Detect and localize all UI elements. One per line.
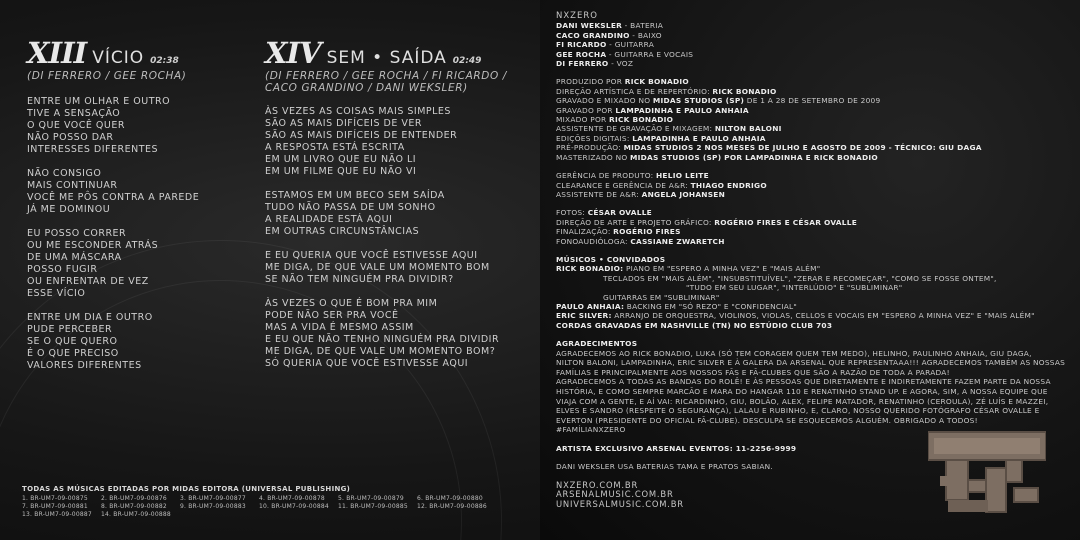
credit-line [556, 87, 1056, 96]
lyric-line: JÁ ME DOMINOU [27, 204, 111, 215]
lyric-line: ENTRE UM DIA E OUTRO [27, 312, 153, 323]
band-member [556, 59, 1056, 68]
lyric-stanza [265, 106, 525, 178]
song-vicio [27, 36, 247, 384]
credit-value: MIDAS STUDIOS (SP) POR LAMPADINHA E RICK BONADIO [630, 152, 878, 162]
song-header [265, 36, 525, 70]
song-credits: (DI FERRERO / GEE ROCHA / FI RICARDO / [265, 70, 507, 82]
lyric-line: VOCÊ ME PÔS CONTRA A PAREDE [27, 192, 200, 203]
lyric-line: NÃO CONSIGO [27, 168, 102, 179]
lyric-line: NÃO POSSO DAR [27, 132, 114, 143]
credit-value: RICK BONADIO [712, 86, 777, 96]
song-title: SEM • SAÍDA [326, 48, 447, 68]
guest-role: "TUDO EM SEU LUGAR", "INTERLÚDIO" E "SUBLIMINAR" [686, 283, 903, 293]
band-member [556, 21, 1056, 30]
lyric-stanza [27, 168, 247, 216]
isrc-code: 9. BR-UM7-09-00883 [180, 503, 246, 510]
credit-label: PRODUZIDO POR [556, 77, 625, 87]
member-name: DANI WEKSLER [556, 21, 623, 31]
lyric-line: VALORES DIFERENTES [27, 360, 142, 371]
credit-label: DIREÇÃO DE ARTE E PROJETO GRÁFICO: [556, 217, 715, 227]
thanks-line: VIAJA COM A GENTE, E AÍ VAI: RICARDINHO, GIU, BOLÃO, ALEX, FELIPE MATADOR, RENATINHO (CEROULA), ZÉ LUÍS E MAZZEI, [556, 396, 1049, 406]
credit-label: PRÉ-PRODUÇÃO: [556, 143, 624, 153]
guest-role: GUITARRAS EM "SUBLIMINAR" [603, 292, 720, 302]
lyric-line: ME DIGA, DE QUE VALE UM MOMENTO BOM? [265, 346, 496, 357]
song-duration: 02:49 [452, 56, 482, 66]
credit-label: ASSISTENTE DE A&R: [556, 189, 642, 199]
credit-label: EDIÇÕES DIGITAIS: [556, 133, 633, 143]
lyric-line: PODE NÃO SER PRA VOCÊ [265, 310, 399, 321]
member-name: GEE ROCHA [556, 49, 607, 59]
credit-line [556, 153, 1056, 162]
member-name: DI FERRERO [556, 59, 609, 69]
credit-label: ASSISTENTE DE GRAVAÇÃO E MIXAGEM: [556, 124, 715, 134]
credit-line [556, 143, 1056, 152]
credit-label: DIREÇÃO ARTÍSTICA E DE REPERTÓRIO: [556, 86, 713, 96]
member-role: - GUITARRA [606, 40, 655, 50]
guest-line [556, 321, 1056, 330]
lyric-stanza [27, 312, 247, 372]
credit-value: RICK BONADIO [609, 115, 674, 125]
band-member [556, 50, 1056, 59]
publishing-title: TODAS AS MÚSICAS EDITADAS POR MIDAS EDITORA (UNIVERSAL PUBLISHING) [22, 485, 351, 493]
art-credits [556, 208, 1056, 246]
credit-value: LAMPADINHA E PAULO ANHAIA [615, 105, 749, 115]
credit-value: ANGELA JOHANSEN [641, 189, 726, 199]
credit-label: GRAVADO E MIXADO NO [556, 96, 653, 106]
credit-line [556, 106, 1056, 115]
publishing-block [22, 485, 522, 519]
lyric-line: ME DIGA, DE QUE VALE UM MOMENTO BOM [265, 262, 490, 273]
lyric-line: INTERESSES DIFERENTES [27, 144, 159, 155]
credit-line [556, 171, 1056, 180]
credit-value: LAMPADINHA E PAULO ANHAIA [632, 133, 766, 143]
song-duration: 02:38 [150, 56, 179, 66]
thanks-line: EVERTON (PRESIDENTE DO OFICIAL FÃ-CLUBE). DESCULPA SE ESQUECEMOS ALGUÉM. OBRIGADO A TODOS! [556, 415, 978, 425]
lyric-line: É O QUE PRECISO [27, 348, 119, 359]
guest-line [556, 311, 1056, 320]
lyric-line: A REALIDADE ESTÁ AQUI [265, 214, 393, 225]
lyric-line: TIVE A SENSAÇÃO [27, 108, 121, 119]
credit-value: ROGÉRIO FIRES E CÉSAR OVALLE [714, 217, 857, 227]
credit-value: MIDAS STUDIOS (SP) [652, 96, 745, 106]
song-lyrics [27, 96, 247, 372]
member-name: FI RICARDO [556, 40, 607, 50]
lyric-line: TUDO NÃO PASSA DE UM SONHO [265, 202, 436, 213]
song-number: XIII [27, 36, 87, 70]
isrc-code: 10. BR-UM7-09-00884 [259, 503, 329, 510]
credit-line [556, 124, 1056, 133]
isrc-code: 3. BR-UM7-09-00877 [180, 495, 246, 502]
lyric-line: ÀS VEZES O QUE É BOM PRA MIM [265, 298, 438, 309]
isrc-code: 12. BR-UM7-09-00886 [417, 503, 487, 510]
ornate-key-icon [928, 418, 1046, 526]
isrc-code: 4. BR-UM7-09-00878 [259, 495, 325, 502]
isrc-code: 7. BR-UM7-09-00881 [22, 503, 88, 510]
guest-line [556, 264, 1056, 273]
management-credits [556, 171, 1056, 199]
song-lyrics [265, 106, 525, 370]
lyric-line: OU ENFRENTAR DE VEZ [27, 276, 149, 287]
band-member [556, 40, 1056, 49]
credit-value: HELIO LEITE [656, 171, 709, 181]
member-name: CACO GRANDINO [556, 30, 630, 40]
credit-value: CASSIANE ZWARETCH [630, 236, 725, 246]
endorsement: DANI WEKSLER USA BATERIAS TAMA E PRATOS SABIAN. [556, 462, 774, 472]
credit-label: GRAVADO POR [556, 105, 616, 115]
website-link[interactable]: ARSENALMUSIC.COM.BR [556, 489, 674, 500]
song-number: XIV [265, 36, 321, 70]
lyric-line: EM OUTRAS CIRCUNSTÂNCIAS [265, 226, 420, 237]
guest-musicians [556, 255, 1056, 330]
lyric-line: A RESPOSTA ESTÁ ESCRITA [265, 142, 405, 153]
guest-role: ARRANJO DE ORQUESTRA, VIOLINOS, VIOLAS, CELLOS E VOCAIS EM "ESPERO A MINHA VEZ" E "MAIS ALÉM" [611, 311, 1035, 321]
thanks-line: ELVES E SANDRO (RESPEITE O SEGURANÇA), LALAU E RUBINHO, E, CLARO, NOSSO QUERIDO FOTÓGRAFO CÉSAR OVALLE E [556, 406, 1040, 416]
credit-value: RICK BONADIO [624, 77, 689, 87]
lyric-line: E EU QUERIA QUE VOCÊ ESTIVESSE AQUI [265, 250, 478, 261]
events-contact: ARTISTA EXCLUSIVO ARSENAL EVENTOS: 11-2256-9999 [556, 443, 797, 453]
credit-label: FOTOS: [556, 208, 588, 218]
lyric-line: POSSO FUGIR [27, 264, 98, 275]
credit-line [556, 115, 1056, 124]
song-title: VÍCIO [92, 48, 145, 68]
website-link[interactable]: NXZERO.COM.BR [556, 479, 639, 490]
credit-label: MASTERIZADO NO [556, 152, 631, 162]
credit-line [556, 218, 1056, 227]
credit-value: CÉSAR OVALLE [587, 208, 652, 218]
lyric-line: O QUE VOCÊ QUER [27, 120, 125, 131]
isrc-code: 13. BR-UM7-09-00887 [22, 511, 92, 518]
thanks-line: AGRADECEMOS A TODAS AS BANDAS DO ROLÊ! E ÀS PESSOAS QUE DIRETAMENTE E INDIRETAMENTE FAZEM PARTE DA NOSSA [556, 377, 1051, 387]
band-members [556, 21, 1056, 68]
website-link[interactable]: UNIVERSALMUSIC.COM.BR [556, 498, 684, 509]
guest-role: PIANO EM "ESPERO A MINHA VEZ" E "MAIS ALÉM" [623, 264, 821, 274]
lyric-line: DE UMA MÁSCARA [27, 252, 122, 263]
lyric-line: ENTRE UM OLHAR E OUTRO [27, 96, 171, 107]
isrc-code: 2. BR-UM7-09-00876 [101, 495, 167, 502]
lyric-line: EM UM FILME QUE EU NÃO VI [265, 166, 417, 177]
lyric-stanza [265, 298, 525, 370]
lyric-line: OU ME ESCONDER ATRÁS [27, 240, 159, 251]
lyric-line: ÀS VEZES AS COISAS MAIS SIMPLES [265, 106, 451, 117]
production-credits [556, 77, 1056, 162]
band-name: NXZERO [556, 11, 598, 21]
guest-name: PAULO ANHAIA: [556, 301, 625, 311]
guest-name: RICK BONADIO: [556, 264, 624, 274]
lyric-line: EU POSSO CORRER [27, 228, 127, 239]
lyric-line: MAS A VIDA É MESMO ASSIM [265, 322, 414, 333]
credit-label: MIXADO POR [556, 115, 610, 125]
credit-value: ROGÉRIO FIRES [613, 227, 681, 237]
guests-list [556, 264, 1056, 330]
isrc-code: 8. BR-UM7-09-00882 [101, 503, 167, 510]
lyric-stanza [27, 96, 247, 156]
credit-line [556, 181, 1056, 190]
credit-label: FINALIZAÇÃO: [556, 227, 614, 237]
isrc-code: 5. BR-UM7-09-00879 [338, 495, 404, 502]
thanks-line: #FAMÍLIANXZERO [556, 425, 626, 435]
thanks-line: FAMÍLIAS E PRINCIPALMENTE AOS NOSSOS FÃS E FÃ-CLUBES QUE SÃO A RAZÃO DE TODA A PARADA! [556, 367, 950, 377]
credit-line [556, 96, 1056, 105]
lyric-line: SÓ QUERIA QUE VOCÊ ESTIVESSE AQUI [265, 358, 469, 369]
credit-line [556, 190, 1056, 199]
song-credits: (DI FERRERO / GEE ROCHA) [27, 70, 187, 82]
guest-role: TECLADOS EM "MAIS ALÉM", "INSUBSTITUÍVEL", "ZERAR E RECOMEÇAR", "COMO SE FOSSE ONTEM", [603, 273, 997, 283]
credit-label: GERÊNCIA DE PRODUTO: [556, 171, 656, 181]
member-role: - GUITARRA E VOCAIS [606, 49, 694, 59]
guest-line [556, 274, 1056, 283]
member-role: - BATERIA [622, 21, 664, 31]
guest-line [556, 283, 1056, 292]
lyric-line: MAIS CONTINUAR [27, 180, 118, 191]
lyric-stanza [27, 228, 247, 300]
song-sem-saida [265, 36, 525, 382]
lyric-line: SÃO AS MAIS DIFÍCEIS DE VER [265, 118, 422, 129]
guest-line [556, 302, 1056, 311]
isrc-code: 14. BR-UM7-09-00888 [101, 511, 171, 518]
lyric-stanza [265, 250, 525, 286]
guest-name: CORDAS GRAVADAS EM NASHVILLE (TN) NO ESTÚDIO CLUB 703 [556, 320, 833, 330]
credit-line [556, 227, 1056, 236]
credit-line [556, 208, 1056, 217]
song-credits: CACO GRANDINO / DANI WEKSLER) [265, 82, 468, 94]
guest-role: BACKING EM "SÓ REZO" E "CONFIDENCIAL" [624, 301, 798, 311]
guest-name: ERIC SILVER: [556, 311, 612, 321]
credit-value: THIAGO ENDRIGO [690, 180, 767, 190]
lyric-stanza [265, 190, 525, 238]
thanks-line: HISTÓRIA, E COMO SEMPRE MARCÃO E MARA DO HANGAR 110 E RENATINHO STAND UP. E AGORA, SIM, A NOSSA EQUIPE QUE [556, 386, 1048, 396]
isrc-code: 1. BR-UM7-09-00875 [22, 495, 88, 502]
lyric-line: SE O QUE QUERO [27, 336, 118, 347]
lyric-line: SÃO AS MAIS DIFÍCEIS DE ENTENDER [265, 130, 458, 141]
lyric-line: SE NÃO TEM NINGUÉM PRA DIVIDIR? [265, 274, 454, 285]
thanks-line: AGRADECEMOS AO RICK BONADIO, LUKA (SÓ TEM CORAGEM QUEM TEM MEDO), HELINHO, PAULINHO ANHAIA, GIU DAGA, [556, 348, 1032, 358]
credit-value: MIDAS STUDIOS 2 NOS MESES DE JULHO E AGOSTO DE 2009 - TÉCNICO: GIU DAGA [623, 143, 982, 153]
credit-label: CLEARANCE E GERÊNCIA DE A&R: [556, 180, 691, 190]
credit-line [556, 134, 1056, 143]
member-role: - BAIXO [629, 30, 662, 40]
lyric-line: ESSE VÍCIO [27, 288, 86, 299]
credit-value: NILTON BALONI [714, 124, 782, 134]
isrc-codes [22, 495, 522, 519]
credit-line [556, 237, 1056, 246]
thanks-line: NILTON BALONI, LAMPADINHA, ERIC SILVER E À GALERA DA ARSENAL QUE REPRESENTAAA!!! AGRADECEMOS TAMBÉM AS NOSSAS [556, 358, 1066, 368]
song-header [27, 36, 247, 70]
member-role: - VOZ [608, 59, 634, 69]
isrc-code: 6. BR-UM7-09-00880 [417, 495, 483, 502]
guest-line [556, 293, 1056, 302]
thanks-title: AGRADECIMENTOS [556, 339, 638, 349]
lyric-line: E EU QUE NÃO TENHO NINGUÉM PRA DIVIDIR [265, 334, 500, 345]
isrc-code: 11. BR-UM7-09-00885 [338, 503, 408, 510]
credit-line [556, 77, 1056, 86]
band-member [556, 31, 1056, 40]
credit-extra: DE 1 A 28 DE SETEMBRO DE 2009 [744, 96, 881, 106]
credit-label: FONOAUDIÓLOGA: [556, 236, 631, 246]
guests-title: MÚSICOS • CONVIDADOS [556, 254, 666, 264]
lyric-line: ESTAMOS EM UM BECO SEM SAÍDA [265, 190, 445, 201]
lyric-line: PUDE PERCEBER [27, 324, 113, 335]
lyric-line: EM UM LIVRO QUE EU NÃO LI [265, 154, 417, 165]
